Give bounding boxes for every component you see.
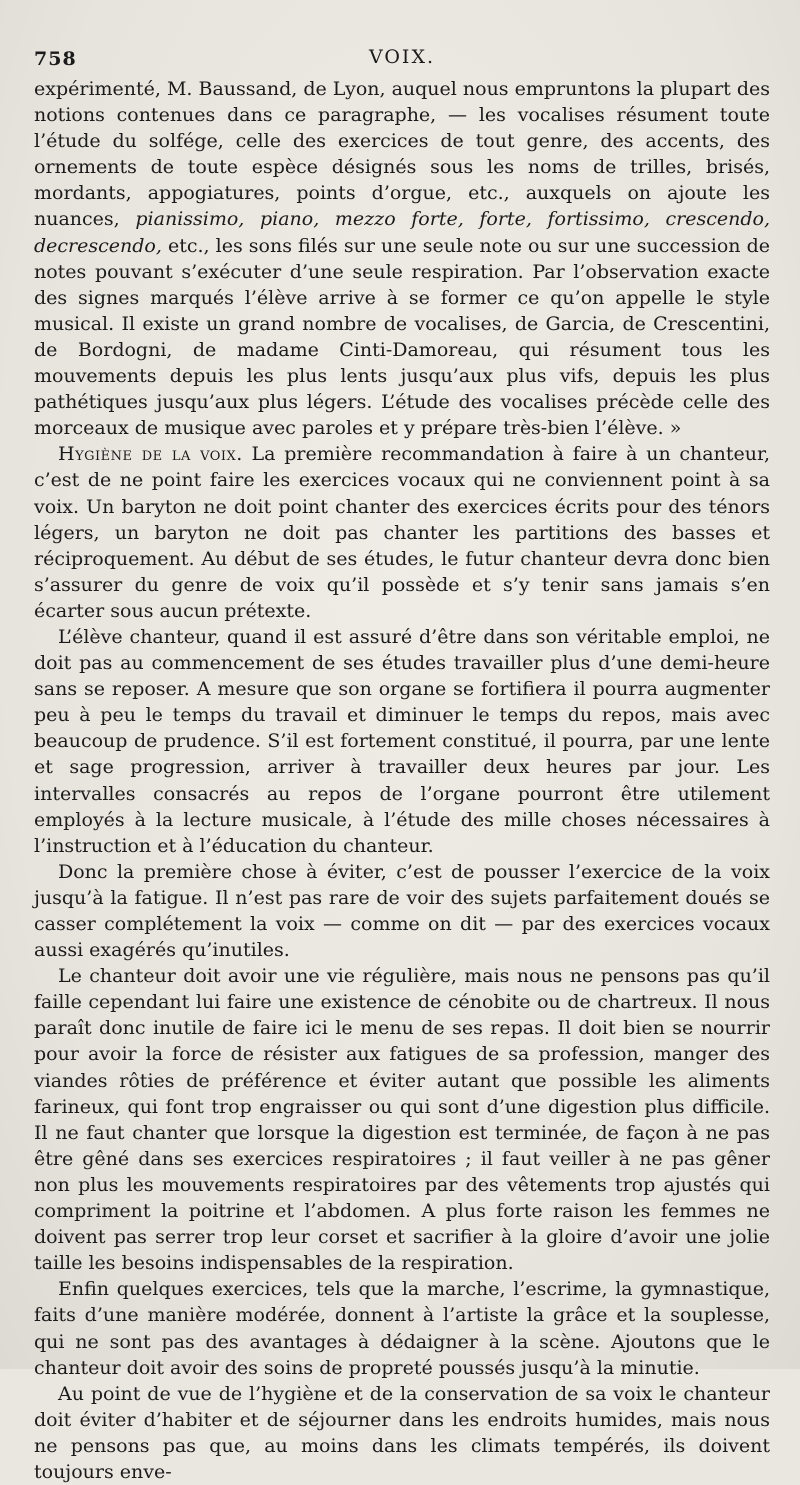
paragraph	[34, 1381, 770, 1485]
section-heading-run: Hygiène de la voix.	[58, 443, 243, 466]
paragraph	[34, 963, 770, 1276]
body-text	[34, 76, 770, 1485]
paragraph	[34, 1276, 770, 1380]
text-run: La première recommandation à faire à un chanteur, c’est de ne point faire les exercices vocaux qui ne conviennent point à sa voix. Un baryton ne doit point chanter des exercices écrits pour des ténors légers, un baryton ne doit pas chanter les partitions des basses et réciproquement. Au début de ses études, le futur chanteur devra donc bien s’assurer du genre de voix qu’il possède et s’y tenir sans jamais s’en écarter sous aucun prétexte.	[34, 443, 770, 622]
text-run: Le chanteur doit avoir une vie régulière, mais nous ne pensons pas qu’il faille cependant lui faire une existence de cénobite ou de chartreux. Il nous paraît donc inutile de faire ici le menu de ses repas. Il doit bien se nourrir pour avoir la force de résister aux fatigues de sa profession, manger des viandes rôties de préférence et éviter autant que possible les aliments farineux, qui font trop engraisser ou qui sont d’une digestion plus difficile. Il ne faut chanter que lorsque la digestion est terminée, de façon à ne pas être gêné dans ses exercices respiratoires ; il faut veiller à ne pas gêner non plus les mouvements respiratoires par des vêtements trop ajustés qui compriment la poitrine et l’abdomen. A plus forte raison les femmes ne doivent pas serrer trop leur corset et sacrifier à la gloire d’avoir une jolie taille les besoins indispensables de la respiration.	[34, 965, 770, 1275]
page-number: 758	[34, 48, 77, 70]
paragraph	[34, 441, 770, 624]
text-run: Donc la première chose à éviter, c’est de pousser l’exercice de la voix jusqu’à la fatigue. Il n’est pas rare de voir des sujets parfaitement doués se casser complétement la voix — comme on dit — par des exercices vocaux aussi exagérés qu’inutiles.	[34, 860, 770, 962]
paragraph	[34, 624, 770, 859]
italic-run: pianissimo, piano, mezzo forte, forte, fortissimo, crescendo, decrescendo,	[34, 208, 770, 257]
text-run: etc., les sons filés sur une seule note ou sur une succession de notes pouvant s’exécuter d’une seule respiration. Par l’observation exacte des signes marqués l’élève arrive à se former ce qu’on appelle le style musical. Il existe un grand nombre de vocalises, de Garcia, de Crescentini, de Bordogni, de madame Cinti-Damoreau, qui résument tous les mouvements depuis les plus lents jusqu’aux plus vifs, depuis les plus pathétiques jusqu’aux plus légers. L’étude des vocalises précède celle des morceaux de musique avec paroles et y prépare très-bien l’élève. »	[34, 234, 770, 440]
page-header	[34, 46, 770, 76]
text-run: Au point de vue de l’hygiène et de la conservation de sa voix le chanteur doit éviter d’habiter et de séjourner dans les endroits humides, mais nous ne pensons pas que, au moins dans les climats tempérés, ils doivent toujours enve-	[34, 1382, 770, 1483]
paragraph	[34, 859, 770, 963]
running-title: VOIX.	[368, 46, 436, 68]
paragraph	[34, 76, 770, 441]
text-run: expérimenté, M. Baussand, de Lyon, auquel nous empruntons la plupart des notions contenues dans ce paragraphe, — les vocalises résument toute l’étude du solfége, celle des exercices de tout genre, des accents, des ornements de toute espèce désignés sous les noms de trilles, brisés, mordants, appogiatures, points d’orgue, etc., auxquels on ajoute les nuances,	[34, 78, 770, 231]
text-run: Enfin quelques exercices, tels que la marche, l’escrime, la gymnastique, faits d’une manière modérée, donnent à l’artiste la grâce et la souplesse, qui ne sont pas des avantages à dédaigner à la scène. Ajoutons que le chanteur doit avoir des soins de propreté poussés jusqu’à la minutie.	[34, 1278, 770, 1379]
text-run: L’élève chanteur, quand il est assuré d’être dans son véritable emploi, ne doit pas au commencement de ses études travailler plus d’une demi-heure sans se reposer. A mesure que son organe se fortifiera il pourra augmenter peu à peu le temps du travail et diminuer le temps du repos, mais avec beaucoup de prudence. S’il est fortement constitué, il pourra, par une lente et sage progression, arriver à travailler deux heures par jour. Les intervalles consacrés au repos de l’organe pourront être utilement employés à la lecture musicale, à l’étude des mille choses nécessaires à l’instruction et à l’éducation du chanteur.	[34, 625, 770, 857]
